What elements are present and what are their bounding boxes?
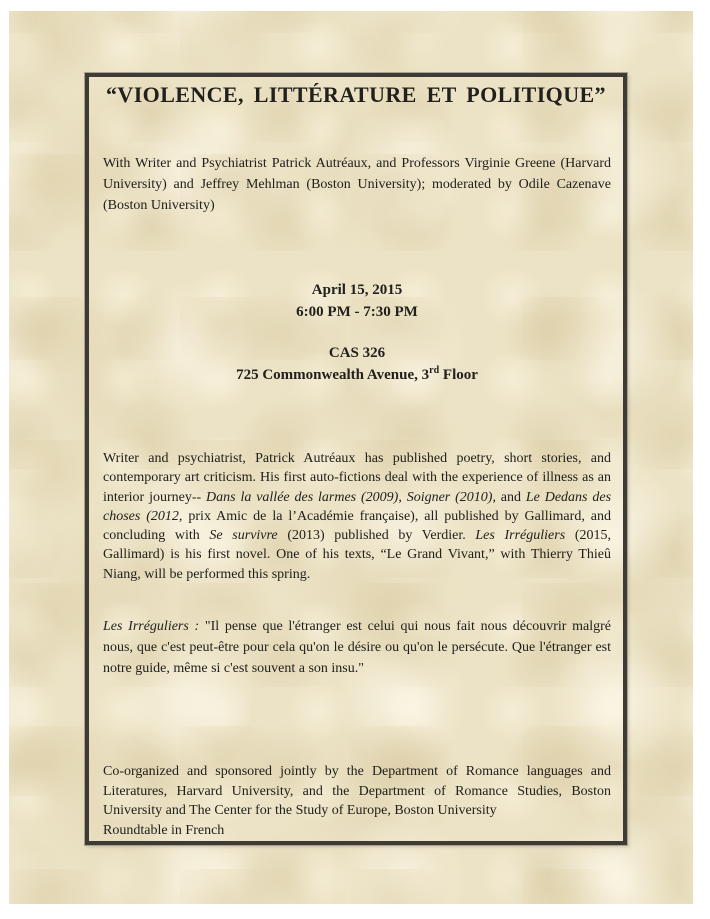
roundtable-note: Roundtable in French <box>103 822 225 838</box>
event-date: April 15, 2015 <box>311 282 403 298</box>
venue-block <box>103 342 611 386</box>
organizers-paragraph: Co-organized and sponsored jointly by the Department of Romance languages and Literatures, Harvard University, and the Department of Romance Studies, Boston University and The Center for the Study of Europe, Boston University <box>103 764 611 818</box>
event-time: 6:00 PM - 7:30 PM <box>296 304 418 320</box>
participants-paragraph: With Writer and Psychiatrist Patrick Autréaux, and Professors Virginie Greene (Harvard University) and Jeffrey Mehlman (Boston University); moderated by Odile Cazenave (Boston University) <box>103 156 611 213</box>
venue-address: 725 Commonwealth Avenue, 3rd Floor <box>236 365 478 383</box>
venue-room: CAS 326 <box>328 345 386 361</box>
datetime-block <box>103 279 611 323</box>
footer-block <box>103 762 611 840</box>
parchment-background <box>9 11 693 904</box>
content-frame <box>85 73 627 845</box>
event-title: “VIOLENCE, LITTÉRATURE ET POLITIQUE” <box>106 82 606 107</box>
bio-paragraph: Writer and psychiatrist, Patrick Autréaux has published poetry, short stories, and contemporary art criticism. His first auto-fictions deal with the experience of illness as an interior journey-- Dans la vallée des larmes (2009), Soigner (2010), and Le Dedans des choses (2012, prix Amic de la l’Académie française), all published by Gallimard, and concluding with Se survivre (2013) published by Verdier. Les Irréguliers (2015, Gallimard) is his first novel. One of his texts, “Le Grand Vivant,” with Thierry Thieû Niang, will be performed this spring. <box>103 451 612 582</box>
quote-paragraph: Les Irréguliers : "Il pense que l'étranger est celui qui nous fait nous découvrir malgré nous, que c'est peut-être pour cela qu'on le désire ou qu'on le persécute. Que l'étranger est notre guide, même si c'est souvent a son insu." <box>103 619 611 676</box>
